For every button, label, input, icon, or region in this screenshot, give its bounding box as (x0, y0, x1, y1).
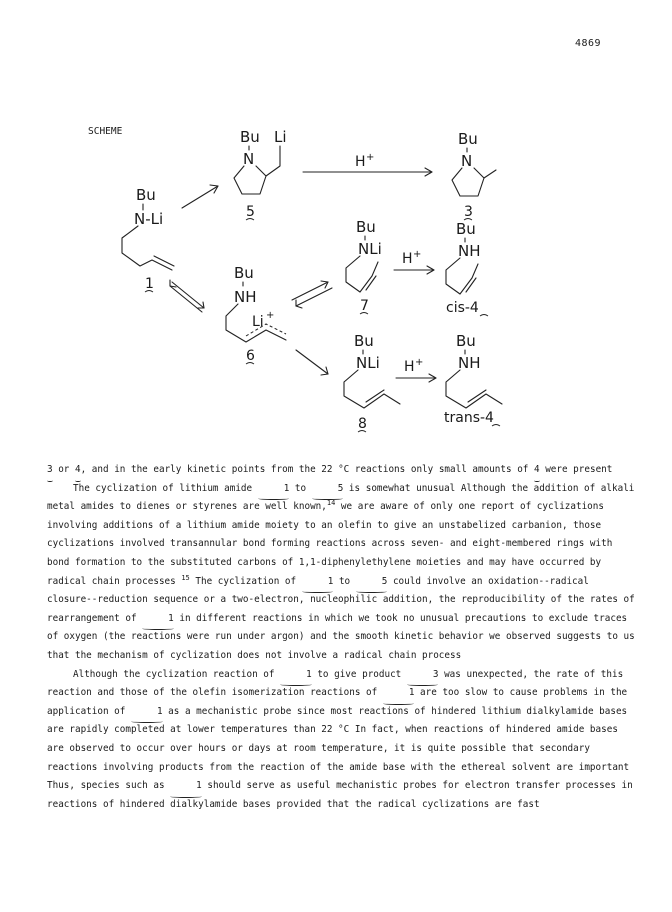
compound-ref: 1 (131, 703, 163, 722)
cation-plus: + (266, 310, 275, 321)
compound-ref: 5 (312, 480, 344, 499)
text-run: to give product (311, 668, 407, 680)
reagent-h: H (355, 154, 366, 170)
reagent-h: H (404, 359, 415, 375)
compound-number-6: 6 (246, 348, 255, 364)
atom-bu: Bu (354, 332, 374, 350)
text-run: we are aware of only one report of cyclizations involving additions of a lithium amide moiety to an olefin to give an unstabelized carbanion, those cyclizations involved transannular bond forming reactions across seven- and eight-membered rings with bond formation to the substituted carbons of 1,1-diphenylethylene moieties and may have occurred by radical chain processes (47, 501, 613, 587)
compound-ref: 4 (534, 461, 540, 480)
compound-number-cis4: cis-4 (446, 300, 479, 316)
text-run: The cyclization of (189, 575, 302, 587)
text-run: as a mechanistic probe since most reactions of hindered lithium dialkylamide bases are rapidly completed at lower temperatures than 22 °C In fact, when reactions of hindered amide bases are observed to occur over hours or days at room temperature, it is quite possible that secondary reactions involving products from the reaction of the amide base with the ethereal solvent are important Thus, species such as (47, 705, 630, 792)
compound-cis4-structure (446, 220, 488, 316)
text-run: are too slow to cause problems in the application of (47, 687, 628, 717)
body-text (47, 461, 637, 814)
text-run: is somewhat unusual Although the addition of alkali metal amides to dienes or styrenes are well known, (47, 482, 635, 513)
atom-bu: Bu (456, 220, 476, 238)
compound-ref: 1 (383, 684, 415, 703)
text-run: to (289, 482, 312, 494)
compound-ref: 1 (280, 666, 312, 685)
paragraph-3 (47, 666, 637, 815)
paragraph-1 (47, 461, 637, 480)
reagent-plus: + (366, 152, 375, 163)
compound-ref: 1 (142, 610, 174, 629)
text-run: , and in the early kinetic points from the 22 °C reactions only small amounts of (80, 464, 534, 475)
compound-ref: 1 (302, 573, 334, 592)
reagent-plus: + (415, 357, 424, 368)
paragraph-2 (47, 480, 637, 666)
atom-bu: Bu (456, 332, 476, 350)
atom-nh: NH (458, 354, 481, 372)
atom-nli: NLi (356, 354, 380, 372)
compound-number-3: 3 (464, 204, 473, 220)
compound-ref: 1 (258, 480, 290, 499)
page-number: 4869 (575, 38, 602, 49)
text-run: or (52, 464, 75, 475)
scheme-label: SCHEME (88, 126, 123, 137)
compound-ref: 3 (47, 461, 53, 480)
compound-8-structure (344, 332, 400, 432)
compound-3-structure (452, 130, 496, 220)
compound-number-5: 5 (246, 204, 255, 220)
compound-number-7: 7 (360, 298, 369, 314)
compound-ref: 3 (407, 666, 439, 685)
atom-bu: Bu (136, 186, 156, 204)
text-run: The cyclization of lithium amide (73, 482, 258, 494)
atom-li: Li (274, 128, 287, 146)
reagent-plus: + (413, 249, 422, 260)
atom-n: N (461, 152, 473, 170)
text-run: were present (539, 464, 613, 475)
compound-number-1: 1 (145, 276, 154, 292)
atom-bu: Bu (356, 218, 376, 236)
atom-nh: NH (458, 242, 481, 260)
compound-5-structure (234, 128, 287, 220)
text-run: in different reactions in which we took no unusual precautions to exclude traces of oxygen (the reactions were run under argon) and the smooth kinetic behavior we observed suggests to us that the mechanism of cyclization does not involve a radical chain process (47, 612, 635, 661)
text-run: should serve as useful mechanistic probes for electron transfer processes in reactions of hindered dialkylamide bases provided that the radical cyclizations are fast (47, 780, 633, 810)
compound-6-structure (226, 264, 286, 364)
text-run: could involve an oxidation--radical closure--reduction sequence or a two-electron, nucleophilic addition, the reproducibility of the rates of rearrangement of (47, 575, 635, 624)
compound-ref: 1 (170, 777, 202, 796)
compound-number-trans4: trans-4 (444, 410, 494, 426)
compound-1-structure (122, 186, 174, 292)
compound-7-structure (346, 218, 382, 314)
compound-number-8: 8 (358, 416, 367, 432)
atom-n-li: N-Li (134, 210, 164, 228)
compound-ref: 4 (75, 461, 81, 480)
atom-bu: Bu (240, 128, 260, 146)
reagent-h: H (402, 251, 413, 267)
compound-trans4-structure (444, 332, 502, 426)
reference-15: 15 (181, 573, 190, 582)
text-run: Although the cyclization reaction of (73, 668, 281, 680)
reaction-scheme (100, 120, 560, 440)
atom-nh: NH (234, 288, 257, 306)
text-run: was unexpected, the rate of this reaction and those of the olefin isomerization reactions of (47, 668, 624, 699)
atom-bu: Bu (234, 264, 254, 282)
text-run: to (333, 575, 356, 587)
reference-14: 14 (326, 499, 336, 508)
atom-bu: Bu (458, 130, 478, 148)
atom-nli: NLi (358, 240, 382, 258)
compound-ref: 5 (356, 573, 388, 592)
atom-li-cation: Li (252, 314, 264, 330)
atom-n: N (243, 150, 255, 168)
